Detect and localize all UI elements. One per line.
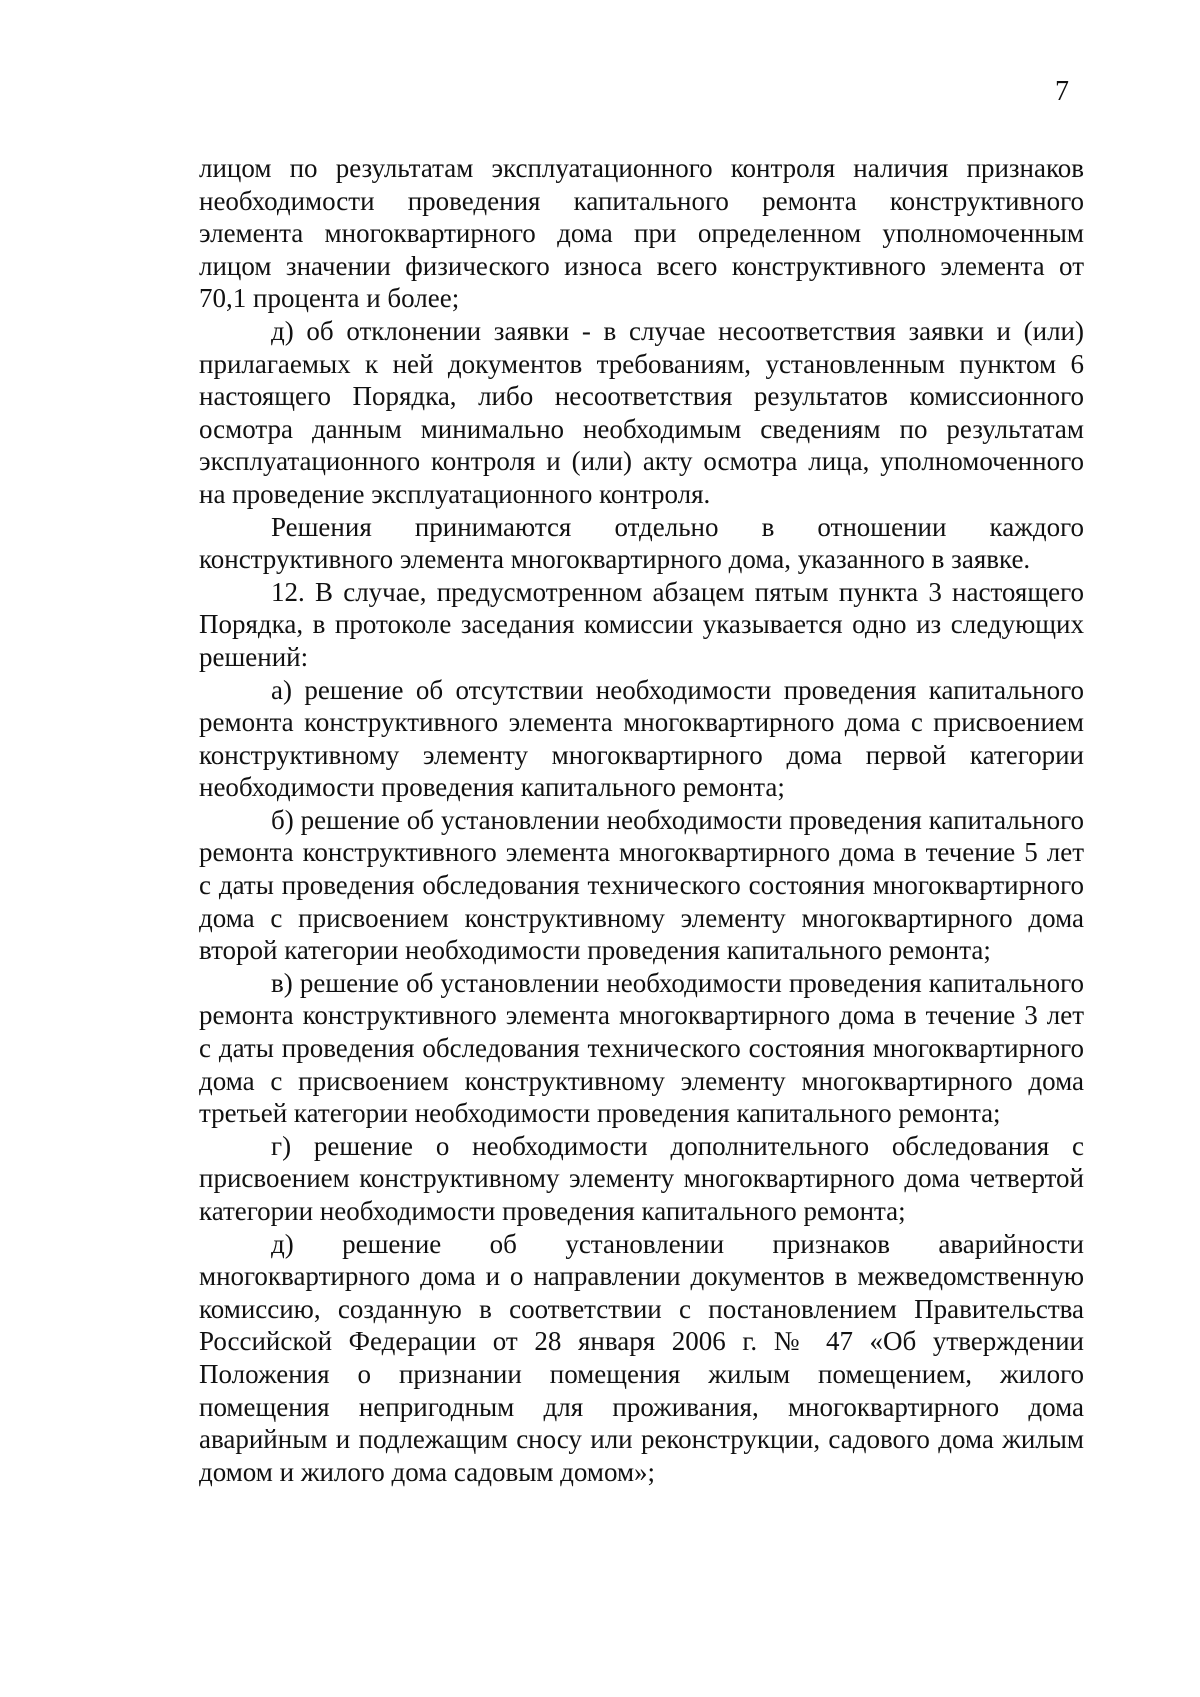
paragraph-clause-12: 12. В случае, предусмотренном абзацем пятым пункта 3 настоящего Порядка, в протоколе заседания комиссии указывается одно из следующих решений: [199, 576, 1084, 672]
paragraph-clause-12-g: г) решение о необходимости дополнительного обследования с присвоением конструктивному элементу многоквартирного дома четвертой категории необходимости проведения капитального ремонта; [199, 1130, 1084, 1226]
paragraph-item-d-rejection: д) об отклонении заявки - в случае несоответствия заявки и (или) прилагаемых к ней документов требованиям, установленным пунктом 6 настоящего Порядка, либо несоответствия результатов комиссионного осмотра данным минимально необходимым сведениям по результатам эксплуатационного контроля и (или) акту осмотра лица, уполномоченного на проведение эксплуатационного контроля. [199, 315, 1084, 509]
page-number: 7 [1055, 76, 1069, 107]
paragraph-decisions-note: Решения принимаются отдельно в отношении каждого конструктивного элемента многоквартирного дома, указанного в заявке. [199, 511, 1084, 575]
paragraph-clause-12-v: в) решение об установлении необходимости проведения капитального ремонта конструктивного элемента многоквартирного дома в течение 3 лет с даты проведения обследования технического состояния многоквартирного дома с присвоением конструктивному элементу многоквартирного дома третьей категории необходимости проведения капитального ремонта; [199, 967, 1084, 1129]
paragraph-clause-12-a: а) решение об отсутствии необходимости проведения капитального ремонта конструктивного элемента многоквартирного дома с присвоением конструктивному элементу многоквартирного дома первой категории необходимости проведения капитального ремонта; [199, 674, 1084, 803]
paragraph-continuation: лицом по результатам эксплуатационного контроля наличия признаков необходимости проведения капитального ремонта конструктивного элемента многоквартирного дома при определенном уполномоченным лицом значении физического износа всего конструктивного элемента от 70,1 процента и более; [199, 153, 1084, 314]
paragraph-clause-12-b: б) решение об установлении необходимости проведения капитального ремонта конструктивного элемента многоквартирного дома в течение 5 лет с даты проведения обследования технического состояния многоквартирного дома с присвоением конструктивному элементу многоквартирного дома второй категории необходимости проведения капитального ремонта; [199, 804, 1084, 966]
paragraph-clause-12-d: д) решение об установлении признаков аварийности многоквартирного дома и о направлении документов в межведомственную комиссию, созданную в соответствии с постановлением Правительства Российской Федерации от 28 января 2006 г. № 47 «Об утверждении Положения о признании помещения жилым помещением, жилого помещения непригодным для проживания, многоквартирного дома аварийным и подлежащим сносу или реконструкции, садового дома жилым домом и жилого дома садовым домом»; [199, 1228, 1084, 1487]
document-body [199, 152, 1084, 1488]
